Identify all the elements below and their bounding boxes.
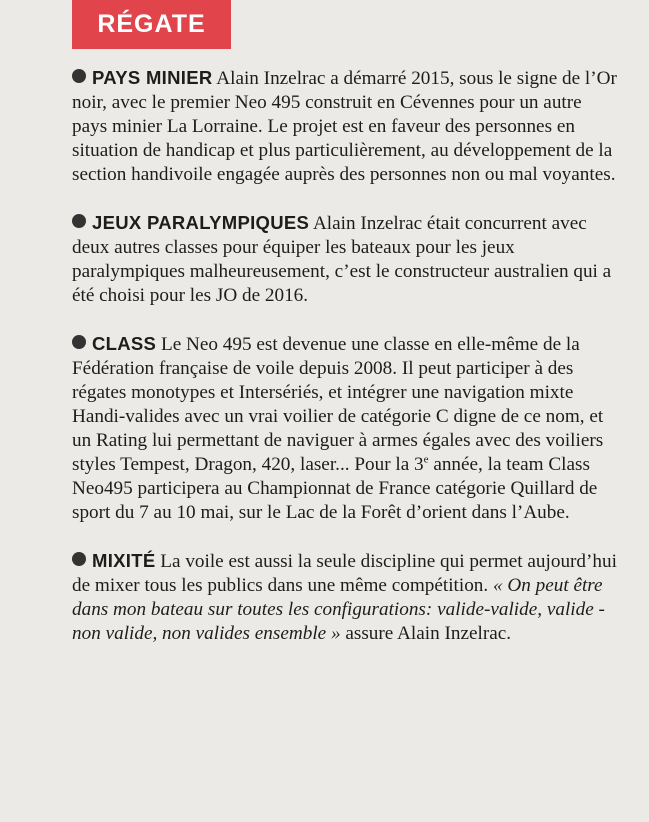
article-body [72,66,620,670]
paragraph-heading: CLASS [92,333,157,354]
section-tag: RÉGATE [72,0,231,49]
paragraph-jeux-paralympiques [72,211,620,308]
paragraph-text-continued: année, la team Class Neo495 participera au Championnat de France catégorie Quillard de sport du 7 au 10 mai, sur le Lac de la Forêt d’orient dans l’Aube. [72,454,598,523]
paragraph-text: Alain Inzelrac a démarré 2015, sous le signe de l’Or noir, avec le premier Neo 495 construit en Cévennes pour un autre pays minier La Lorraine. Le projet est en faveur des personnes en situation de handicap et plus particulièrement, au développement de la section handivoile engagée auprès des personnes non ou mal voyantes. [72,68,617,185]
paragraph-heading: JEUX PARALYMPIQUES [92,212,310,233]
paragraph-class [72,332,620,525]
bullet-icon [72,552,86,566]
paragraph-heading: MIXITÉ [92,550,156,571]
superscript: e [423,453,429,466]
quote-text: « On peut être dans mon bateau sur toutes les configurations: valide-valide, valide - non valide, non valides ensemble » [72,575,605,644]
paragraph-text: Le Neo 495 est devenue une classe en elle-même de la Fédération française de voile depuis 2008. Il peut participer à des régates monotypes et Intersériés, et intégrer une navigation mixte Handi-valides avec un vrai voilier de catégorie C digne de ce nom, et un Rating lui permettant de naviguer à armes égales avec des voiliers styles Tempest, Dragon, 420, laser... Pour la 3 [72,334,604,475]
paragraph-heading: PAYS MINIER [92,67,213,88]
bullet-icon [72,69,86,83]
bullet-icon [72,335,86,349]
paragraph-mixite [72,549,620,646]
paragraph-pays-minier [72,66,620,187]
paragraph-text: Alain Inzelrac était concurrent avec deux autres classes pour équiper les bateaux pour les jeux paralympiques malheureusement, c’est le constructeur australien qui a été choisi pour les JO de 2016. [72,213,612,306]
attribution-text: assure Alain Inzelrac. [345,623,512,644]
bullet-icon [72,214,86,228]
paragraph-text: La voile est aussi la seule discipline qui permet aujourd’hui de mixer tous les publics dans une même compétition. [72,551,617,596]
